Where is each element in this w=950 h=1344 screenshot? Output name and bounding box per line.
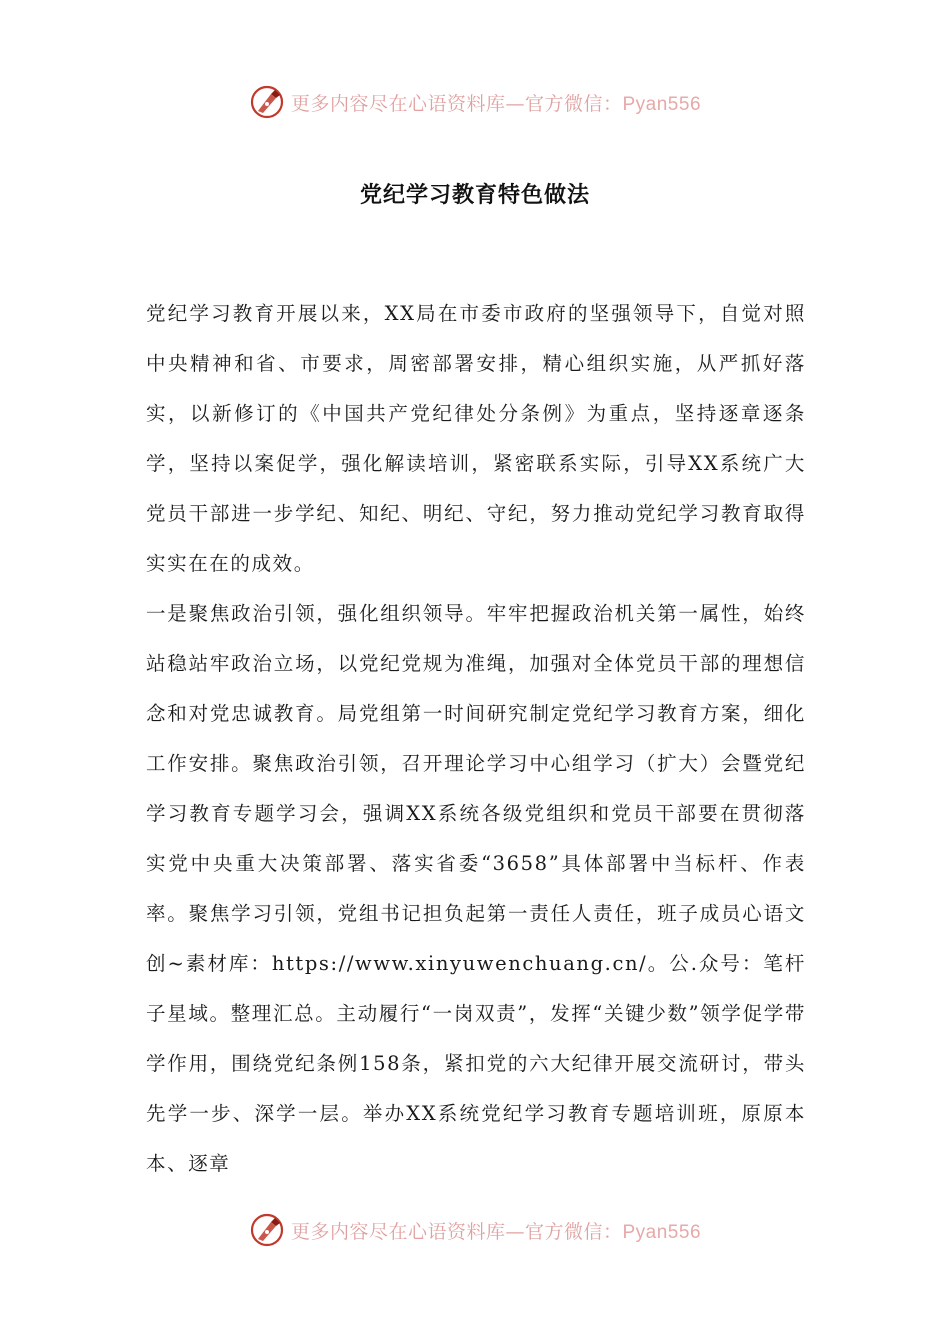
header-banner-label: 更多内容尽在心语资料库—官方微信： xyxy=(290,92,623,115)
pen-nib-logo-icon xyxy=(249,84,285,120)
header-banner xyxy=(0,80,950,124)
footer-banner-wechat-id: Pyan556 xyxy=(622,1221,702,1243)
page-title: 党纪学习教育特色做法 xyxy=(359,182,590,208)
footer-banner-text xyxy=(291,1217,701,1244)
document-body xyxy=(146,289,806,1189)
paragraph-intro: 党纪学习教育开展以来，XX局在市委市政府的坚强领导下，自觉对照中央精神和省、市要求，周密部署安排，精心组织实施，从严抓好落实，以新修订的《中国共产党纪律处分条例》为重点，坚持逐章逐条学，坚持以案促学，强化解读培训，紧密联系实际，引导XX系统广大党员干部进一步学纪、知纪、明纪、守纪，努力推动党纪学习教育取得实实在在的成效。 xyxy=(146,302,806,575)
header-banner-text xyxy=(291,89,701,116)
footer-banner-label: 更多内容尽在心语资料库—官方微信： xyxy=(290,1220,623,1243)
pen-nib-logo-icon xyxy=(249,1212,285,1248)
footer-banner xyxy=(0,1208,950,1252)
paragraph-section-one: 一是聚焦政治引领，强化组织领导。牢牢把握政治机关第一属性，始终站稳站牢政治立场，以党纪党规为准绳，加强对全体党员干部的理想信念和对党忠诚教育。局党组第一时间研究制定党纪学习教育方案，细化工作安排。聚焦政治引领，召开理论学习中心组学习（扩大）会暨党纪学习教育专题学习会，强调XX系统各级党组织和党员干部要在贯彻落实党中央重大决策部署、落实省委“3658”具体部署中当标杆、作表率。聚焦学习引领，党组书记担负起第一责任人责任，班子成员心语文创~素材库：https://www.xinyuwenchuang.cn/。公.众号：笔杆子星域。整理汇总。主动履行“一岗双责”，发挥“关键少数”领学促学带学作用，围绕党纪条例158条，紧扣党的六大纪律开展交流研讨，带头先学一步、深学一层。举办XX系统党纪学习教育专题培训班，原原本本、逐章 xyxy=(146,602,806,1175)
header-banner-wechat-id: Pyan556 xyxy=(622,93,702,115)
